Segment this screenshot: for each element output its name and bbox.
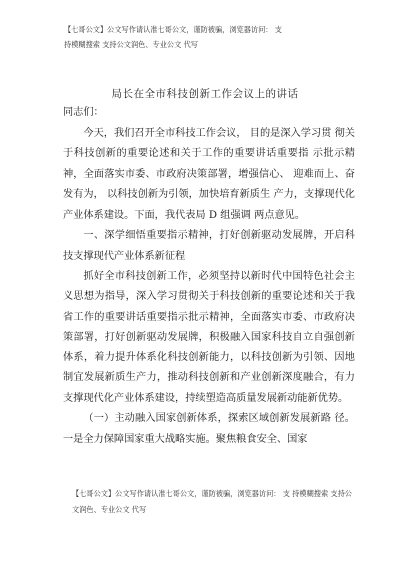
footer-line-2: 文润色、专业公文 代写 [72,504,147,514]
document-title: 局长在全市科技创新工作会议上的讲话 [111,88,299,100]
page-header [64,22,370,52]
salutation: 同志们： [63,107,104,118]
header-line-2: 持模糊搜索 支持公文润色、专业公文 代写 [64,40,198,49]
paragraph-body: 抓好全市科技创新工作，必须坚持以新时代中国特色社会主义思想为指导，深入学习贯彻关于科技创新的重要论述和关于我省工作的重要讲话重要指示批示精神，全面落实市委、市政府决策部署，打好创新驱动发展牌，积极融入国家科技自立自强创新体系，着力提升体系化科技创新能力，以科技创新为引领、因地制宜发展新质生产力，推动科技创新和产业创新深度融合，有力支撑现代化产业体系建设，持续塑造高质量发展新动能新优势。 [63,271,355,404]
document-body [63,103,355,450]
subsection-paragraph: （一）主动融入国家创新体系，探索区域创新发展新路 径。一是全力保障国家重大战略实施。聚焦粮食安全、国家 [63,413,355,445]
footer-line-1: 【七哥公文】公文写作请认准七哥公文，谨防被骗，浏览器访问： 支 持模糊搜索 支持公 [72,489,352,498]
header-line-1: 【七哥公文】公文写作请认准七哥公文，谨防被骗，浏览器访问： 支 [64,25,282,34]
page-footer [72,486,370,517]
paragraph-intro: 今天，我们召开全市科技工作会议， 目的是深入学习贯 彻关于科技创新的重要论述和关于工作的重要讲话重要指 示批示精神，全面落实市委、市政府决策部署，增强信心、 迎难而上、奋发有为， 以科技创新为引领，加快培育新质生 产力，支撑现代化产业体系建设。下面，我代表局 D 组强调 两点意见。 [63,127,355,221]
section-heading: 一、深学细悟重要指示精神，打好创新驱动发展牌，开启科技支撑现代产业体系新征程 [63,230,355,262]
